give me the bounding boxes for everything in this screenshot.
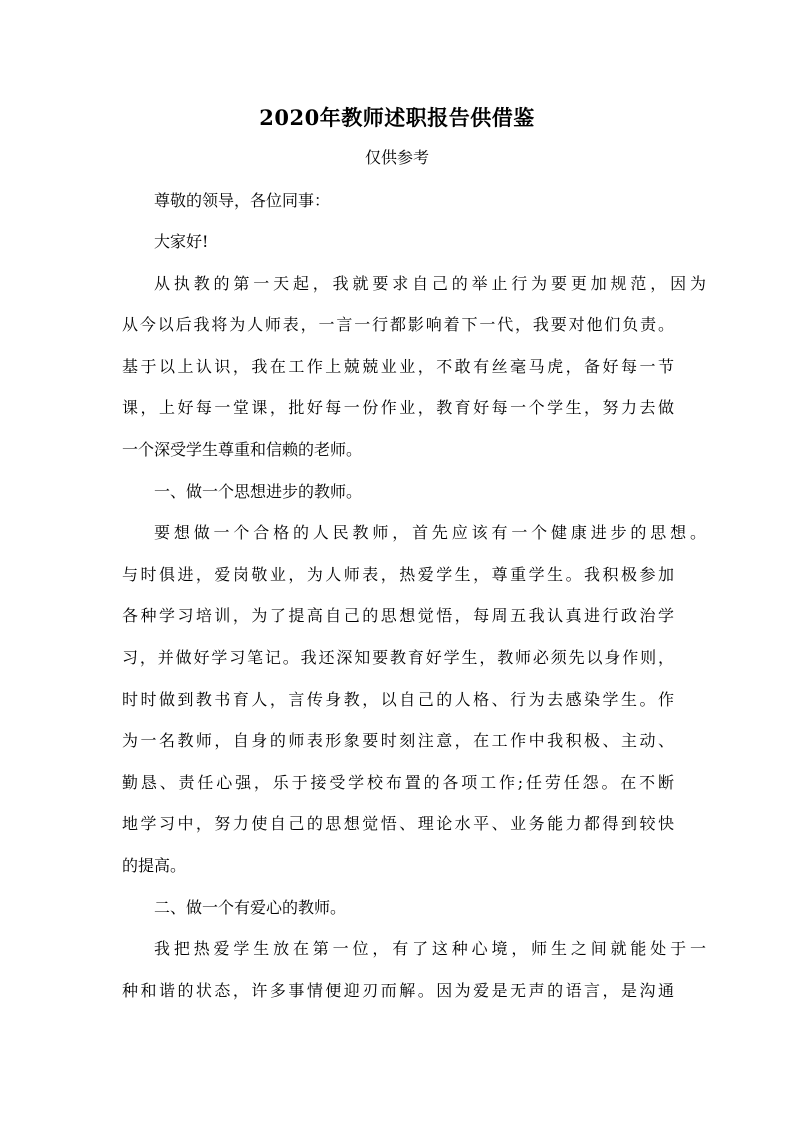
paragraph-line: 习，并做好学习笔记。我还深知要教育好学生，教师必须先以身作则， bbox=[122, 648, 674, 667]
greeting-line: 尊敬的领导，各位同事： bbox=[154, 191, 331, 210]
paragraph-line: 课，上好每一堂课，批好每一份作业，教育好每一个学生，努力去做 bbox=[122, 398, 674, 417]
paragraph-line: 从执教的第一天起，我就要求自己的举止行为要更加规范，因为 bbox=[154, 274, 706, 293]
greeting-line: 大家好! bbox=[154, 232, 209, 251]
paragraph-line: 各种学习培训，为了提高自己的思想觉悟，每周五我认真进行政治学 bbox=[122, 606, 674, 625]
paragraph-line: 要想做一个合格的人民教师，首先应该有一个健康进步的思想。 bbox=[154, 523, 706, 542]
paragraph-line: 时时做到教书育人，言传身教，以自己的人格、行为去感染学生。作 bbox=[122, 690, 674, 709]
paragraph-line: 我把热爱学生放在第一位，有了这种心境，师生之间就能处于一 bbox=[154, 939, 706, 958]
paragraph-line: 从今以后我将为人师表，一言一行都影响着下一代，我要对他们负责。 bbox=[122, 315, 674, 334]
paragraph-line: 为一名教师，自身的师表形象要时刻注意，在工作中我积极、主动、 bbox=[122, 731, 674, 750]
paragraph-line: 种和谐的状态，许多事情便迎刃而解。因为爱是无声的语言，是沟通 bbox=[122, 981, 674, 1000]
paragraph-line: 勤恳、责任心强，乐于接受学校布置的各项工作;任劳任怨。在不断 bbox=[122, 773, 674, 792]
paragraph-line: 的提高。 bbox=[122, 856, 187, 875]
paragraph-line: 地学习中，努力使自己的思想觉悟、理论水平、业务能力都得到较快 bbox=[122, 814, 674, 833]
paragraph-line: 基于以上认识，我在工作上兢兢业业，不敢有丝毫马虎，备好每一节 bbox=[122, 357, 674, 376]
paragraph-line: 与时俱进，爱岗敬业，为人师表，热爱学生，尊重学生。我积极参加 bbox=[122, 565, 674, 584]
document-title: 2020年教师述职报告供借鉴 bbox=[259, 105, 535, 130]
section-heading: 二、做一个有爱心的教师。 bbox=[154, 898, 347, 917]
section-heading: 一、做一个思想进步的教师。 bbox=[154, 482, 363, 501]
paragraph-line: 一个深受学生尊重和信赖的老师。 bbox=[122, 440, 363, 459]
document-subtitle: 仅供参考 bbox=[364, 148, 429, 167]
